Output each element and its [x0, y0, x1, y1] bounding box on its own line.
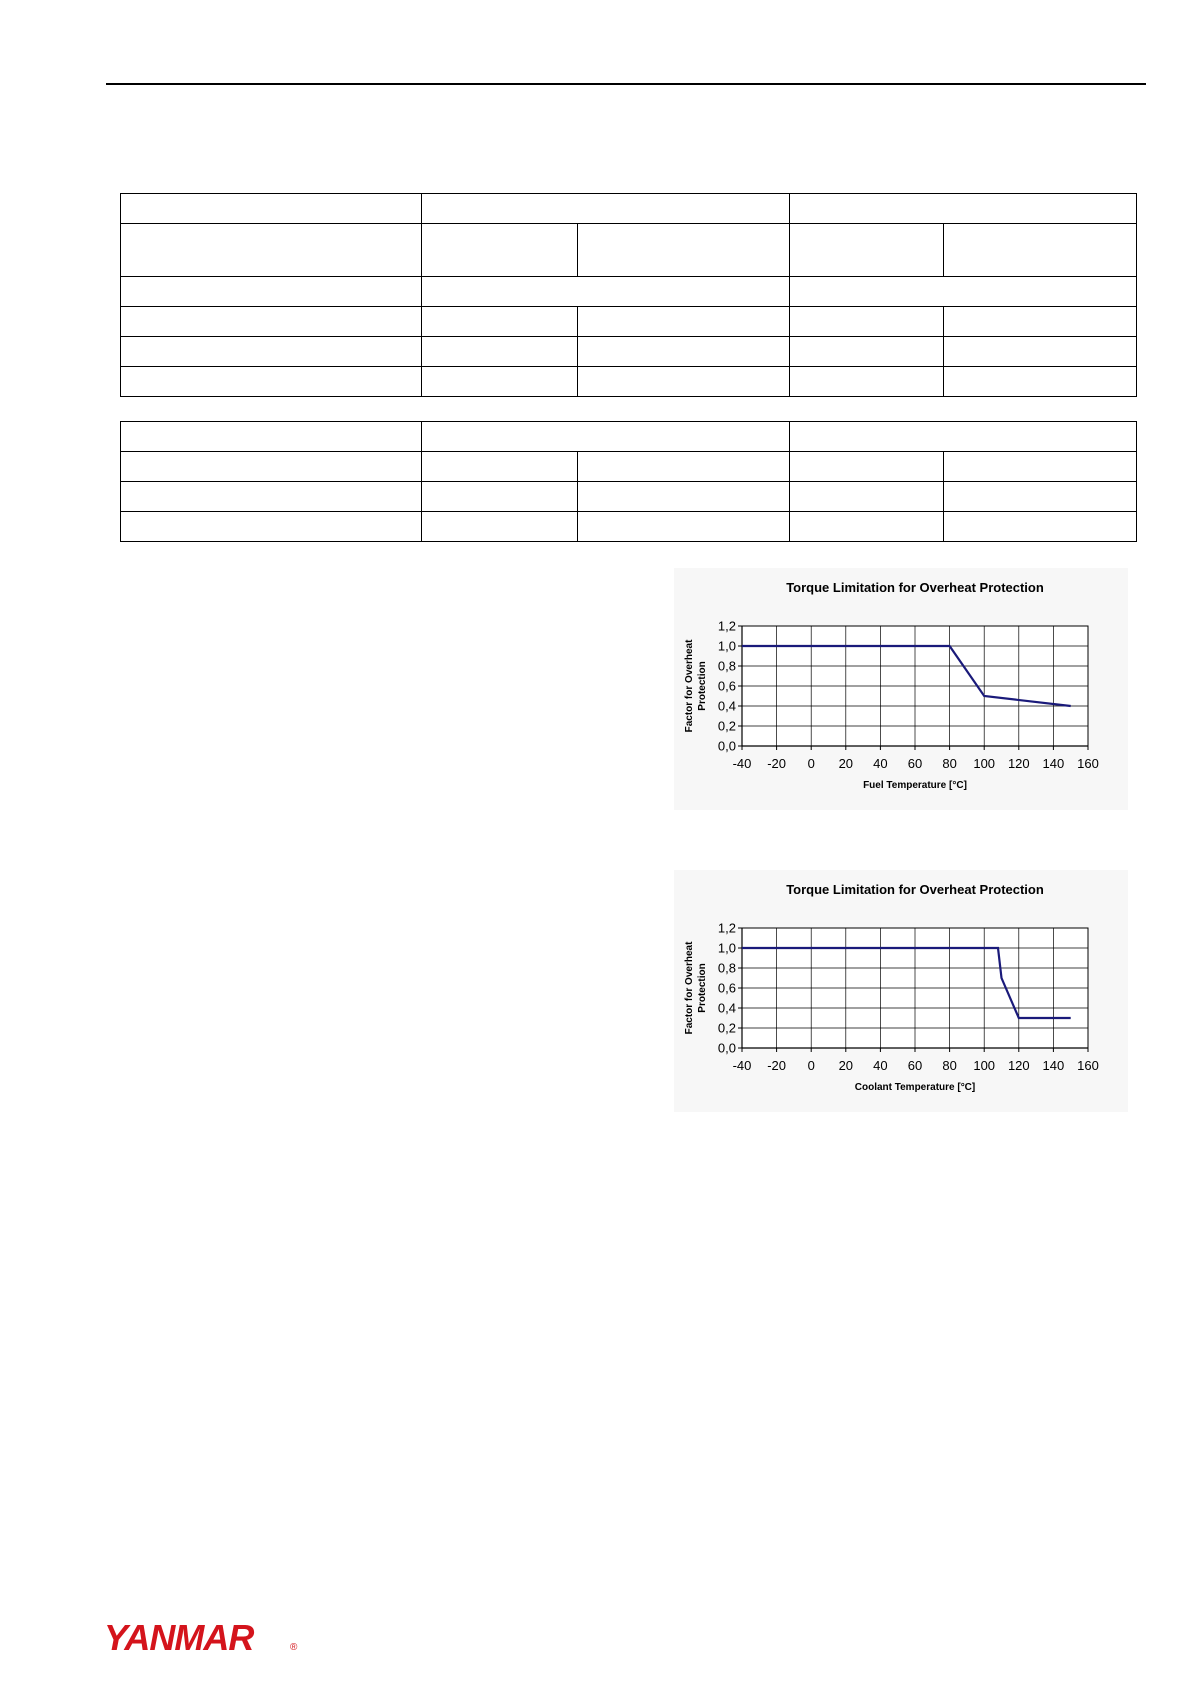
- y-tick-label: 0,0: [717, 738, 736, 754]
- x-tick-label: 80: [942, 1058, 957, 1073]
- y-tick-label: 0,2: [717, 718, 736, 734]
- table-cell: [422, 452, 578, 482]
- fuel-temperature-chart: [674, 568, 1128, 810]
- table-cell: [944, 307, 1137, 337]
- parameter-table-2: [120, 421, 1137, 542]
- x-axis-label: Coolant Temperature [°C]: [854, 1082, 976, 1093]
- x-tick-label: 20: [838, 1058, 854, 1073]
- table-cell: [944, 512, 1137, 542]
- parameter-table-1: [120, 193, 1137, 397]
- table-cell: [790, 307, 944, 337]
- x-tick-label: 20: [838, 756, 854, 771]
- table-cell: [578, 307, 790, 337]
- x-tick-label: 100: [973, 756, 996, 771]
- x-tick-label: 160: [1077, 756, 1099, 771]
- table-cell: [944, 482, 1137, 512]
- table-cell: [121, 337, 422, 367]
- y-tick-label: 0,6: [717, 678, 736, 694]
- x-tick-label: 40: [873, 1058, 888, 1073]
- table-cell: [790, 422, 1137, 452]
- table-cell: [422, 512, 578, 542]
- table-cell: [944, 452, 1137, 482]
- table-cell: [944, 367, 1137, 397]
- table-cell: [422, 277, 790, 307]
- x-tick-label: 0: [807, 1058, 815, 1073]
- x-tick-label: 0: [807, 756, 815, 771]
- table-cell: [790, 482, 944, 512]
- yanmar-logo-mark: [104, 1618, 304, 1658]
- table-cell: [790, 367, 944, 397]
- y-tick-label: 1,2: [717, 618, 736, 634]
- table-cell: [578, 512, 790, 542]
- table-cell: [790, 194, 1137, 224]
- table-row: [121, 277, 1137, 307]
- chart-title: Torque Limitation for Overheat Protection: [786, 580, 1044, 595]
- table-cell: [422, 194, 790, 224]
- table-cell: [121, 367, 422, 397]
- chart-svg: [674, 870, 1128, 1112]
- yanmar-logo: [104, 1618, 304, 1663]
- table-cell: [790, 224, 944, 277]
- table-row: [121, 307, 1137, 337]
- y-tick-label: 1,0: [717, 940, 736, 956]
- table-cell: [121, 194, 422, 224]
- table-cell: [422, 422, 790, 452]
- table-cell: [578, 337, 790, 367]
- table-cell: [422, 337, 578, 367]
- x-tick-label: 60: [907, 1058, 923, 1073]
- x-tick-label: 120: [1007, 756, 1030, 771]
- table-cell: [578, 367, 790, 397]
- x-tick-label: -40: [732, 1058, 752, 1073]
- y-tick-label: 0,0: [717, 1040, 736, 1056]
- coolant-temperature-chart: [674, 870, 1128, 1112]
- x-tick-label: 120: [1007, 1058, 1030, 1073]
- y-tick-label: 0,4: [717, 1000, 736, 1016]
- logo-registered-mark: ®: [290, 1642, 298, 1653]
- x-tick-label: -40: [732, 756, 752, 771]
- x-tick-label: 160: [1077, 1058, 1099, 1073]
- table-row: [121, 337, 1137, 367]
- table-cell: [944, 224, 1137, 277]
- table-cell: [121, 422, 422, 452]
- y-axis-label: Factor for Overheat: [684, 941, 695, 1035]
- x-tick-label: -20: [767, 1058, 786, 1073]
- y-tick-label: 0,2: [717, 1020, 736, 1036]
- y-tick-label: 0,8: [717, 658, 736, 674]
- x-tick-label: 140: [1042, 756, 1065, 771]
- y-axis-label-line2: Protection: [697, 963, 708, 1013]
- table-row: [121, 422, 1137, 452]
- table-cell: [121, 307, 422, 337]
- y-axis-label-line2: Protection: [697, 661, 708, 711]
- table-row: [121, 224, 1137, 277]
- table-cell: [121, 512, 422, 542]
- table-row: [121, 367, 1137, 397]
- y-tick-label: 0,6: [717, 980, 736, 996]
- table-cell: [121, 482, 422, 512]
- x-tick-label: -20: [767, 756, 786, 771]
- x-tick-label: 140: [1042, 1058, 1065, 1073]
- table-cell: [422, 224, 578, 277]
- table-cell: [944, 337, 1137, 367]
- table-row: [121, 194, 1137, 224]
- x-tick-label: 40: [873, 756, 888, 771]
- x-tick-label: 100: [973, 1058, 996, 1073]
- table-cell: [578, 452, 790, 482]
- table-cell: [790, 337, 944, 367]
- table-cell: [422, 307, 578, 337]
- chart-title: Torque Limitation for Overheat Protection: [786, 882, 1044, 897]
- table-row: [121, 452, 1137, 482]
- table-cell: [121, 452, 422, 482]
- y-tick-label: 1,2: [717, 920, 736, 936]
- y-axis-label: Factor for Overheat: [684, 639, 695, 733]
- table-cell: [578, 224, 790, 277]
- table-row: [121, 512, 1137, 542]
- header-rule: [106, 83, 1146, 85]
- chart-svg: [674, 568, 1128, 810]
- y-tick-label: 0,4: [717, 698, 736, 714]
- table-cell: [578, 482, 790, 512]
- table-cell: [790, 452, 944, 482]
- x-tick-label: 60: [907, 756, 923, 771]
- table-row: [121, 482, 1137, 512]
- x-axis-label: Fuel Temperature [°C]: [863, 780, 967, 791]
- table-cell: [790, 277, 1137, 307]
- logo-wordmark: YANMAR: [104, 1618, 254, 1658]
- x-tick-label: 80: [942, 756, 957, 771]
- table-cell: [790, 512, 944, 542]
- table-cell: [422, 482, 578, 512]
- y-tick-label: 0,8: [717, 960, 736, 976]
- table-cell: [422, 367, 578, 397]
- y-tick-label: 1,0: [717, 638, 736, 654]
- table-cell: [121, 224, 422, 277]
- table-cell: [121, 277, 422, 307]
